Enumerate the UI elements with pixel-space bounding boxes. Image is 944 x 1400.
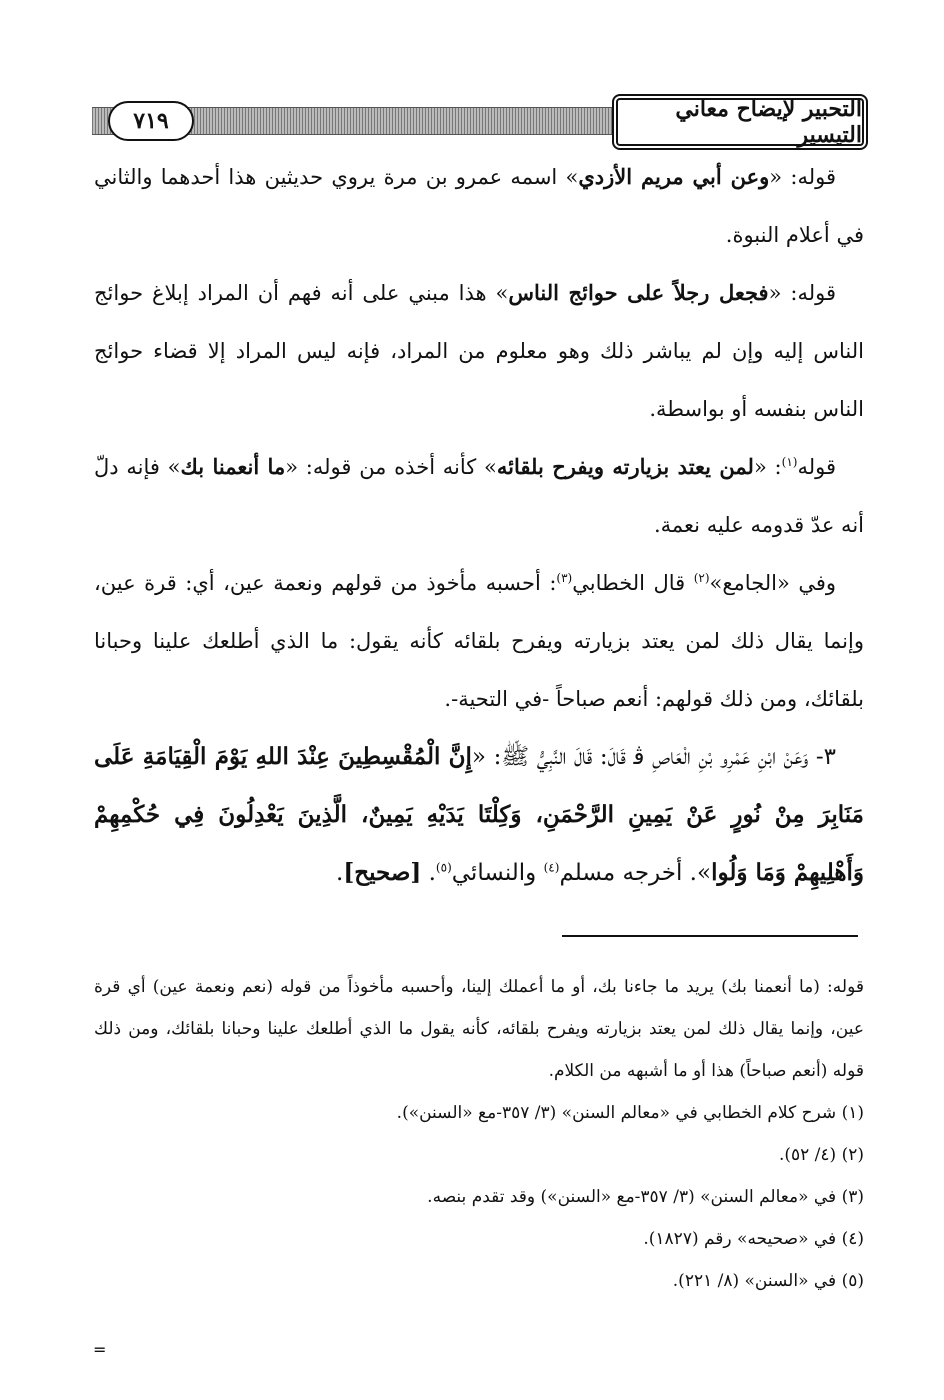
footnote-ref: (٤) [543, 860, 560, 875]
paragraph-1: قوله: «وعن أبي مريم الأزدي» اسمه عمرو بن مرة يروي حديثين هذا أحدهما والثاني في أعلام النبوة. [94, 164, 864, 247]
footnote-ref: (٢) [693, 571, 710, 585]
quoted-phrase: لمن يعتد بزيارته ويفرح بلقائه [496, 454, 754, 479]
footnote-ref: (٣) [556, 571, 573, 585]
book-title: التحبير لإيضاح معاني التيسير [616, 98, 864, 146]
main-text [94, 148, 864, 902]
hadith-paragraph: ٣- وَعَنْ ابْنِ عَمْرِو بْنِ الْعَاصِ ﭬ قَالَ: قَالَ النَّبِيُّ ﷺ: «إِنَّ الْمُقْسِطِينَ عِنْدَ اللهِ يَوْمَ الْقِيَامَةِ عَلَى مَنَابِرَ مِنْ نُورٍ عَنْ يَمِينِ الرَّحْمَنِ، وَكِلْتَا يَدَيْهِ يَمِينٌ، الَّذِينَ يَعْدِلُونَ فِي حُكْمِهِمْ وَأَهْلِيهِمْ وَمَا وَلُوا». أخرجه مسلم$^{(٤)}$ والنسائي$^{(٥)}$. [صحيح]. [94, 743, 864, 886]
footnote-item: (٢) (٤/ ٥٢). [778, 1145, 864, 1165]
footnote-continuation: قوله: (ما أنعمنا بك) يريد ما جاءنا بك، أو ما أعملك إلينا، وأحسبه مأخوذاً من قوله (نعم ونعمة عين) أي قرة عين، وإنما يقال ذلك لمن يعتد بزيارته ويفرح بلقائه، كأنه يقول ما الذي أطلعك علينا وحبانا بلقائك، ومن ذلك قوله (أنعم صباحاً) هذا أو ما أشبهه من الكلام. [94, 977, 864, 1081]
paragraph-3: قوله$^{(١)}$: «لمن يعتد بزيارته ويفرح بلقائه» كأنه أخذه من قوله: «ما أنعمنا بك» فإنه دلّ أنه عدّ قدومه عليه نعمة. [94, 454, 864, 537]
footnote-item: (٣) في «معالم السنن» (٣/ ٣٥٧-مع «السنن») وقد تقدم بنصه. [427, 1187, 864, 1207]
footnote-ref: (٥) [435, 860, 452, 875]
hadith-text: إِنَّ الْمُقْسِطِينَ عِنْدَ اللهِ يَوْمَ الْقِيَامَةِ عَلَى مَنَابِرَ مِنْ نُورٍ عَنْ يَمِينِ الرَّحْمَنِ، وَكِلْتَا يَدَيْهِ يَمِينٌ، الَّذِينَ يَعْدِلُونَ فِي حُكْمِهِمْ وَأَهْلِيهِمْ وَمَا وَلُوا [94, 743, 864, 886]
footnote-ref: (١) [781, 455, 798, 469]
quoted-phrase: فجعل رجلاً على حوائج الناس [508, 280, 769, 305]
paragraph-4: وفي «الجامع»$^{(٢)}$ قال الخطابي$^{(٣)}$: أحسبه مأخوذ من قولهم ونعمة عين، أي: قرة عين، وإنما يقال ذلك لمن يعتد بزيارته ويفرح بلقائه كأنه يقول: ما الذي أطلعك علينا وحبانا بلقائك، ومن ذلك قولهم: أنعم صباحاً -في التحية-. [94, 571, 864, 711]
footnote-item: (١) شرح كلام الخطابي في «معالم السنن» (٣/ ٣٥٧-مع «السنن»). [396, 1103, 864, 1123]
page-number: ٧١٩ [108, 101, 194, 141]
footnote-item: (٥) في «السنن» (٨/ ٢٢١). [672, 1271, 864, 1291]
paragraph-2: قوله: «فجعل رجلاً على حوائج الناس» هذا مبني على أنه فهم أن المراد إبلاغ حوائج الناس إليه وإن لم يباشر ذلك وهو معلوم من المراد، فإنه ليس المراد إلا قضاء حوائج الناس بنفسه أو بواسطة. [94, 280, 864, 421]
quoted-phrase: وعن أبي مريم الأزدي [578, 164, 770, 189]
margin-mark: = [93, 1340, 107, 1359]
footnote-item: (٤) في «صحيحه» رقم (١٨٢٧). [643, 1229, 864, 1249]
footnote-separator [562, 935, 858, 937]
running-header [92, 96, 864, 148]
grade-label: [صحيح] [343, 859, 422, 886]
quoted-phrase: ما أنعمنا بك [180, 454, 286, 479]
footnotes [94, 966, 864, 1302]
